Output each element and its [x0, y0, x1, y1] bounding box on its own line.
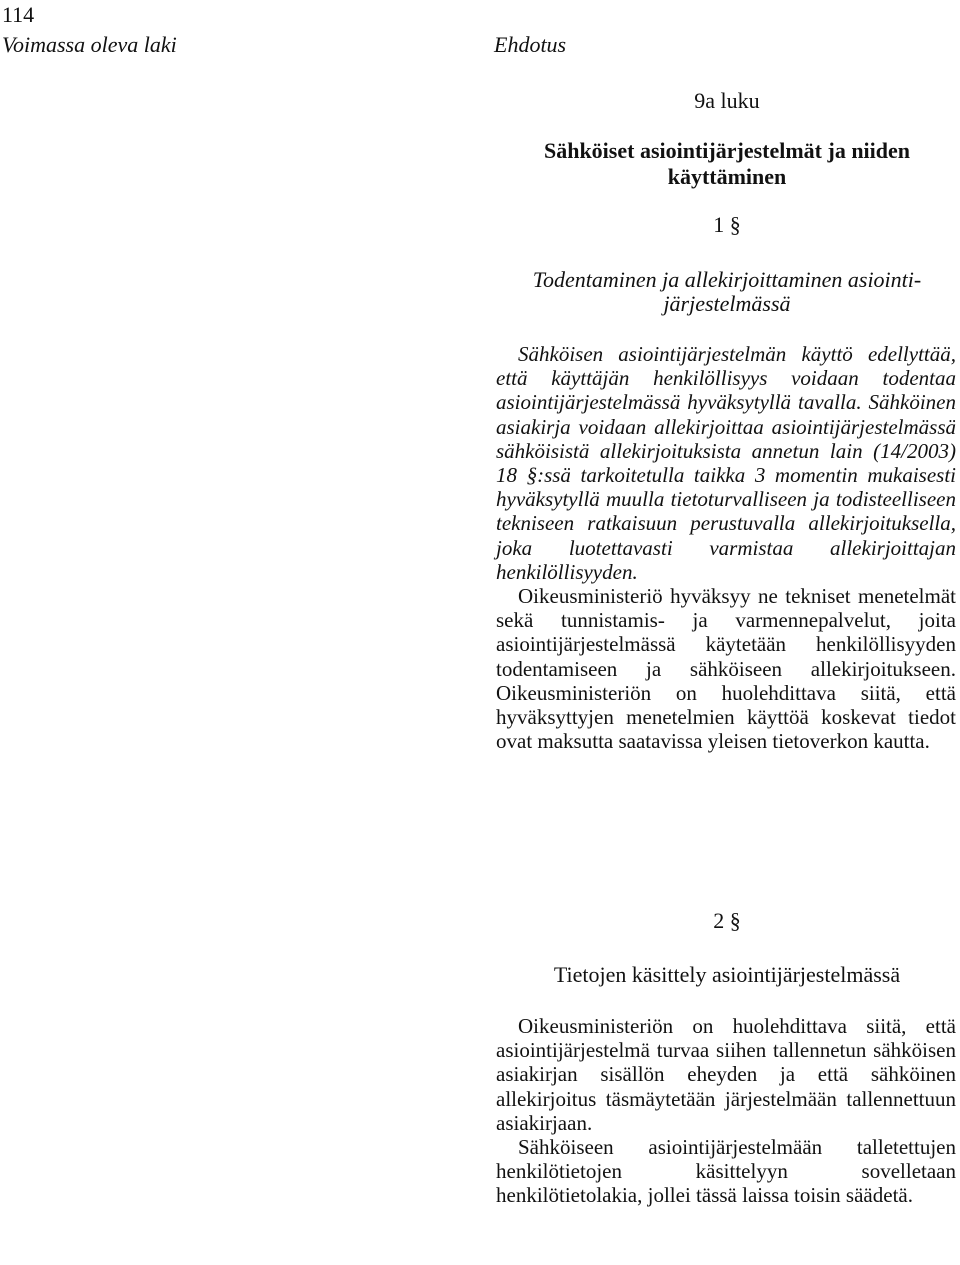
section-1-body — [496, 342, 956, 753]
section-1-paragraph-1: Sähköisen asiointijärjestelmän käyttö edellyttää, että käyttäjän henkilöllisyys voidaan todentaa asiointijärjestelmässä hyväksytyllä tavalla. Sähköinen asiakirja voidaan allekirjoittaa asiointijärjestelmässä sähköisistä allekirjoituksista annetun lain (14/2003) 18 §:ssä tarkoitetulla taikka 3 momentin mukaisesti hyväksytyllä muulla tietoturvalliseen ja todisteelliseen tekniseen ratkaisuun perustuvalla allekirjoituksella, joka luotettavasti varmistaa allekirjoittajan henkilöllisyyden. — [496, 342, 956, 584]
chapter-number: 9a luku — [694, 88, 760, 113]
section-1-title-line1: Todentaminen ja allekirjoittaminen asiointi- — [532, 267, 922, 292]
section-2-paragraph-2: Sähköiseen asiointijärjestelmään talletettujen henkilötietojen käsittelyyn sovelletaan henkilötietolakia, jollei tässä laissa toisin säädetä. — [496, 1135, 956, 1208]
section-1-title — [494, 268, 960, 316]
section-2-number: 2 § — [713, 908, 741, 933]
column-header-proposal: Ehdotus — [494, 32, 567, 57]
section-2-body — [496, 1014, 956, 1208]
chapter-title-line1: Sähköiset asiointijärjestelmät ja niiden — [543, 138, 911, 163]
section-2-title: Tietojen käsittely asiointijärjestelmässä — [553, 962, 901, 987]
chapter-title — [494, 138, 960, 190]
section-2-paragraph-1: Oikeusministeriön on huolehdittava siitä, että asiointijärjestelmä turvaa siihen tallennetun sähköisen asiakirjan sisällön eheyden ja että sähköinen allekirjoitus täsmäytetään järjestelmään tallennettuun asiakirjaan. — [496, 1014, 956, 1135]
chapter-title-line2: käyttäminen — [667, 164, 787, 189]
column-header-current-law: Voimassa oleva laki — [2, 32, 177, 57]
section-1-number: 1 § — [713, 212, 741, 237]
section-1-paragraph-2: Oikeusministeriö hyväksyy ne tekniset menetelmät sekä tunnistamis- ja varmennepalvelut, joita asiointijärjestelmässä käytetään henkilöllisyyden todentamiseen ja sähköiseen allekirjoitukseen. Oikeusministeriön on huolehdittava siitä, että hyväksyttyjen menetelmien käyttöä koskevat tiedot ovat maksutta saatavissa yleisen tietoverkon kautta. — [496, 584, 956, 754]
page-number: 114 — [2, 2, 35, 27]
section-1-title-line2: järjestelmässä — [663, 291, 791, 316]
